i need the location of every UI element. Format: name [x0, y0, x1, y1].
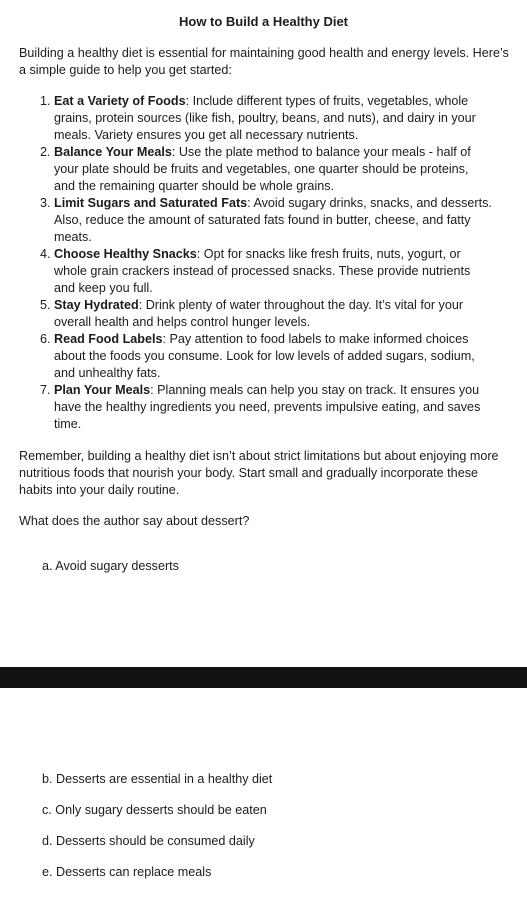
- steps-list: [40, 93, 492, 433]
- list-item-number: 6.: [40, 332, 51, 346]
- list-item-text: : Pay attention to food labels to make informed choices about the foods you consume. Look for low levels of added sugars, sodium, and unhealthy fats.: [54, 332, 475, 380]
- list-item: [40, 195, 492, 246]
- list-item: [40, 144, 492, 195]
- list-item-text: : Drink plenty of water throughout the day. It’s vital for your overall health and helps control hunger levels.: [54, 298, 464, 329]
- answer-option-a[interactable]: a. Avoid sugary desserts: [42, 559, 179, 573]
- list-item-text: : Use the plate method to balance your meals - half of your plate should be fruits and vegetables, one quarter should be proteins, and the remaining quarter should be whole grains.: [54, 145, 471, 193]
- page-title: How to Build a Healthy Diet: [178, 14, 348, 29]
- answer-option-d[interactable]: d. Desserts should be consumed daily: [42, 834, 255, 848]
- answer-option-e[interactable]: e. Desserts can replace meals: [42, 865, 212, 879]
- list-item-number: 3.: [40, 196, 51, 210]
- list-item-number: 4.: [40, 247, 51, 261]
- list-item-text: : Include different types of fruits, vegetables, whole grains, protein sources (like fish, poultry, beans, and nuts), and dairy in your meals. Variety ensures you get all necessary nutrients.: [54, 94, 476, 142]
- question-text: What does the author say about dessert?: [19, 514, 250, 528]
- intro-paragraph: Building a healthy diet is essential for maintaining good health and energy levels. Here’s a simple guide to help you get started:: [19, 46, 509, 77]
- list-item-heading: Limit Sugars and Saturated Fats: [54, 196, 248, 210]
- closing-paragraph: Remember, building a healthy diet isn’t about strict limitations but about enjoying more nutritious foods that nourish your body. Start small and gradually incorporate these habits into your daily routine.: [19, 449, 499, 497]
- list-item-text: : Planning meals can help you stay on track. It ensures you have the healthy ingredients you need, prevents impulsive eating, and saves time.: [54, 383, 481, 431]
- list-item-heading: Stay Hydrated: [54, 298, 139, 312]
- list-item: [40, 382, 492, 433]
- list-item: [40, 93, 492, 144]
- list-item-heading: Plan Your Meals: [54, 383, 151, 397]
- list-item-number: 7.: [40, 383, 51, 397]
- list-item-heading: Read Food Labels: [54, 332, 163, 346]
- list-item-number: 5.: [40, 298, 51, 312]
- list-item-heading: Eat a Variety of Foods: [54, 94, 186, 108]
- list-item-number: 1.: [40, 94, 51, 108]
- answer-option-b[interactable]: b. Desserts are essential in a healthy diet: [42, 772, 273, 786]
- list-item: [40, 246, 492, 297]
- divider-bar: [0, 667, 527, 688]
- list-item-heading: Choose Healthy Snacks: [54, 247, 197, 261]
- list-item-heading: Balance Your Meals: [54, 145, 172, 159]
- list-item-text: : Avoid sugary drinks, snacks, and desserts. Also, reduce the amount of saturated fats found in butter, cheese, and fatty meats.: [54, 196, 492, 244]
- list-item-number: 2.: [40, 145, 51, 159]
- answer-option-c[interactable]: c. Only sugary desserts should be eaten: [42, 803, 267, 817]
- list-item: [40, 297, 492, 331]
- list-item-text: : Opt for snacks like fresh fruits, nuts, yogurt, or whole grain crackers instead of processed snacks. These provide nutrients and keep you full.: [54, 247, 471, 295]
- list-item: [40, 331, 492, 382]
